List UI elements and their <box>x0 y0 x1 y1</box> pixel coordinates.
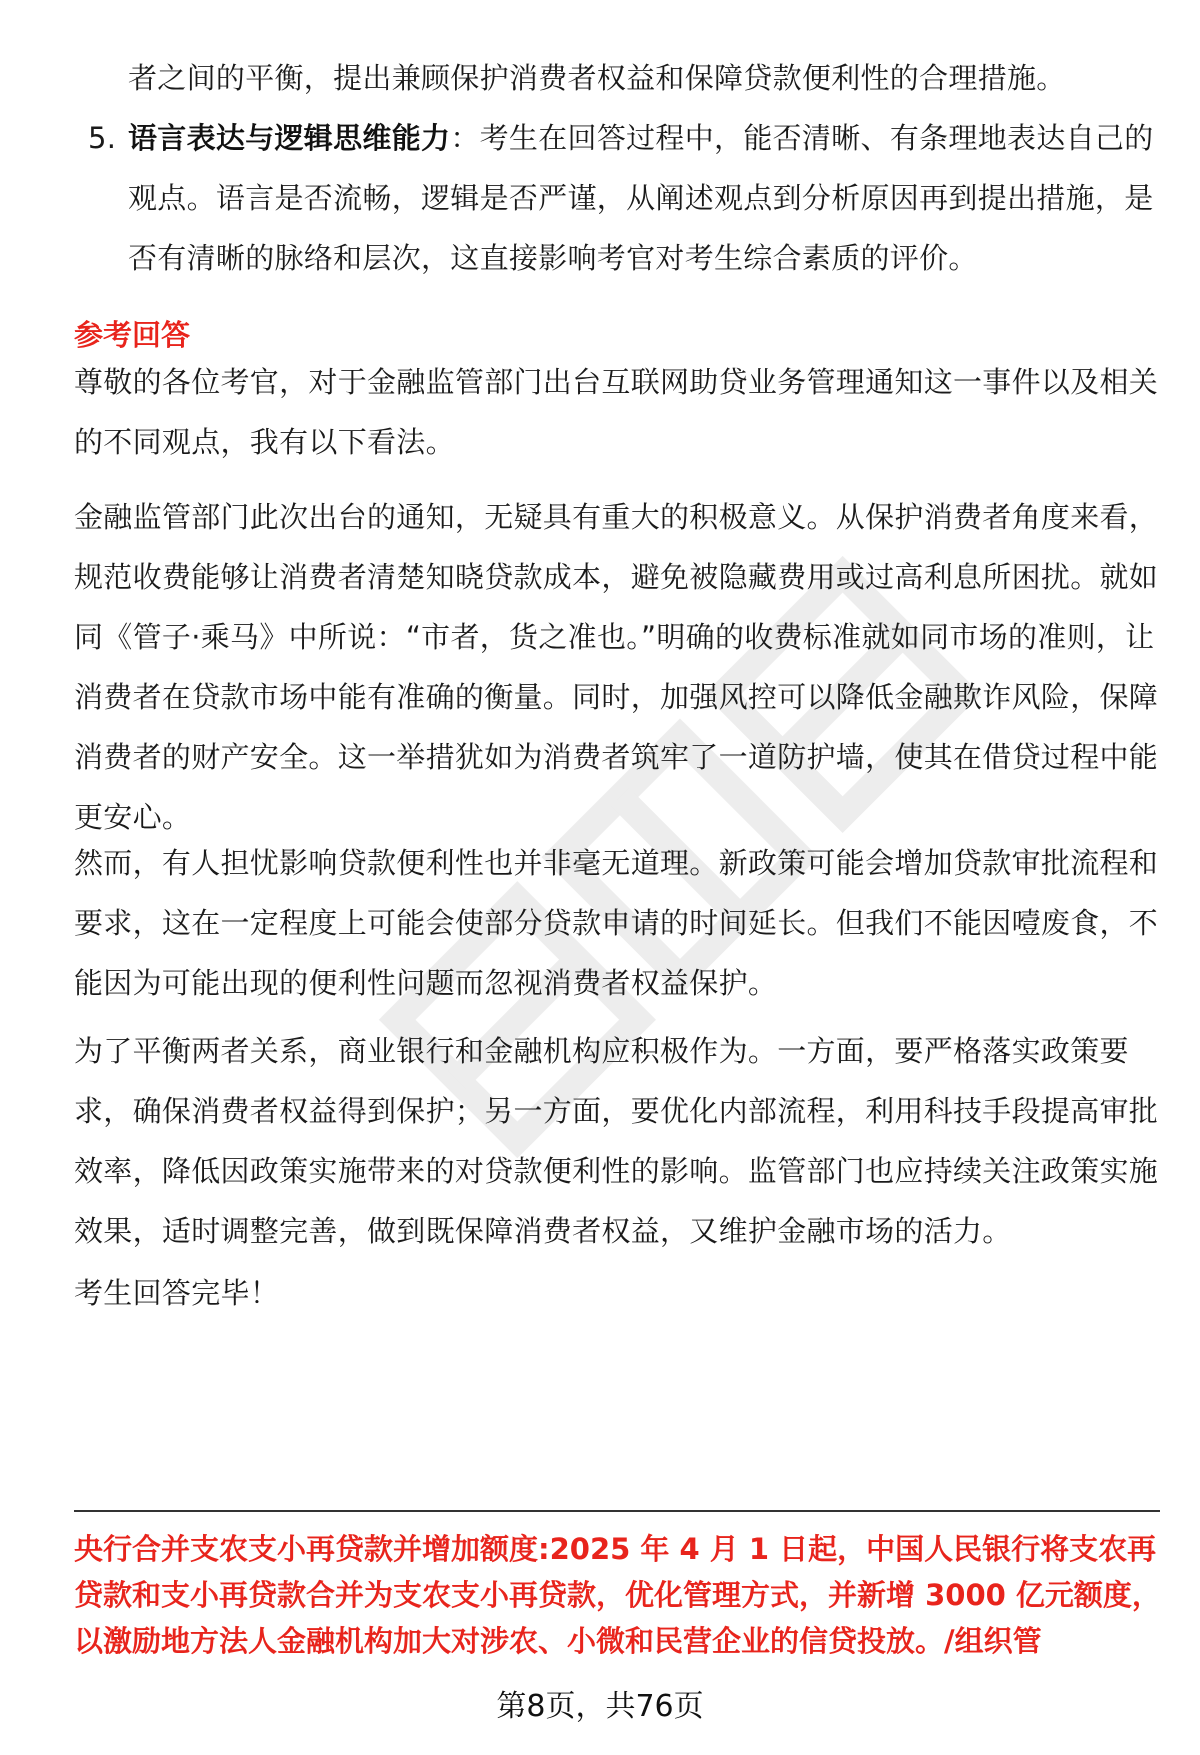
list-item-title: 语言表达与逻辑思维能力 <box>128 121 451 155</box>
news-notice: 央行合并支农支小再贷款并增加额度:2025 年 4 月 1 日起，中国人民银行将支农再贷款和支小再贷款合并为支农支小再贷款，优化管理方式，并新增 3000 亿元额度，以激励地方法人金融机构加大对涉农、小微和民营企业的信贷投放。/组织管 <box>74 1532 1161 1658</box>
list-item-5 <box>88 108 1178 288</box>
paragraph-balance-measures: 为了平衡两者关系，商业银行和金融机构应积极作为。一方面，要严格落实政策要求，确保消费者权益得到保护；另一方面，要优化内部流程，利用科技手段提高审批效率，降低因政策实施带来的对贷款便利性的影响。监管部门也应持续关注政策实施效果，适时调整完善，做到既保障消费者权益，又维护金融市场的活力。 <box>74 1034 1159 1248</box>
paragraph-positive-significance: 金融监管部门此次出台的通知，无疑具有重大的积极意义。从保护消费者角度来看，规范收费能够让消费者清楚知晓贷款成本，避免被隐藏费用或过高利息所困扰。就如同《管子·乘马》中所说：“市者，货之准也。”明确的收费标准就如同市场的准则，让消费者在贷款市场中能有准确的衡量。同时，加强风控可以降低金融欺诈风险，保障消费者的财产安全。这一举措犹如为消费者筑牢了一道防护墙，使其在借贷过程中能更安心。 <box>74 500 1159 834</box>
paragraph-concerns: 然而，有人担忧影响贷款便利性也并非毫无道理。新政策可能会增加贷款审批流程和要求，这在一定程度上可能会使部分贷款申请的时间延长。但我们不能因噎废食，不能因为可能出现的便利性问题而忽视消费者权益保护。 <box>74 846 1159 1000</box>
list-item-continuation: 者之间的平衡，提出兼顾保护消费者权益和保障贷款便利性的合理措施。 <box>128 61 1066 95</box>
page-number: 第8页，共76页 <box>496 1689 704 1724</box>
paragraph-closing: 考生回答完毕！ <box>74 1276 280 1310</box>
paragraph-greeting: 尊敬的各位考官，对于金融监管部门出台互联网助贷业务管理通知这一事件以及相关的不同观点，我有以下看法。 <box>74 365 1159 459</box>
section-heading: 参考回答 <box>74 318 191 352</box>
list-item-number: 5. <box>88 121 117 155</box>
divider <box>74 1510 1160 1512</box>
list-item-text: ：考生在回答过程中，能否清晰、有条理地表达自己的观点。语言是否流畅，逻辑是否严谨，从阐述观点到分析原因再到提出措施，是否有清晰的脉络和层次，这直接影响考官对考生综合素质的评价。 <box>128 121 1154 275</box>
